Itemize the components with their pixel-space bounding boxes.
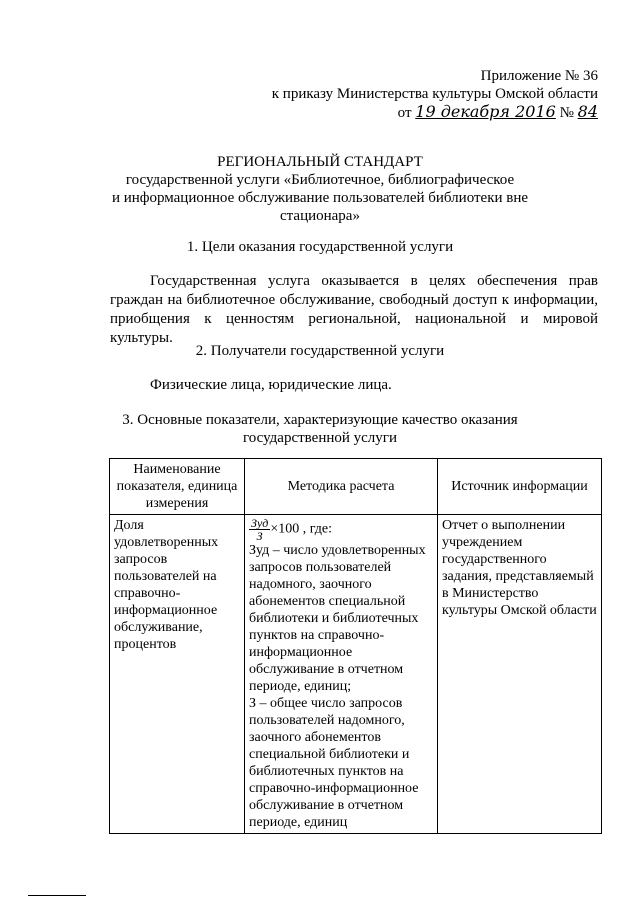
appendix-order-ref: к приказу Министерства культуры Омской области: [271, 86, 598, 102]
header-method: Методика расчета: [245, 459, 438, 515]
section-1-heading: 1. Цели оказания государственной услуги: [186, 239, 454, 255]
indicators-table: [109, 458, 602, 834]
document-title: [0, 153, 640, 225]
section-3-heading: [0, 411, 640, 447]
formula-fraction: [249, 517, 270, 542]
method-definition-2: З – общее число запросов пользователей надомного, заочного абонементов специальной библиотеки и библиотечных пунктов на справочно-информационное обслуживание в отчетном периоде, единиц: [249, 696, 419, 830]
title-line-3: стационара»: [280, 208, 360, 224]
section-1-text: Государственная услуга оказывается в целях обеспечения прав граждан на библиотечное обслуживание, свободный доступ к информации, приобщения к ценностям региональной, национальной и мировой культуры.: [110, 273, 598, 346]
formula-tail: ×100 , где:: [270, 521, 332, 537]
appendix-date-line: [272, 103, 598, 122]
title-line-2: и информационное обслуживание пользователей библиотеки вне: [111, 190, 529, 206]
section-3-heading-line-2: государственной услуги: [243, 430, 397, 446]
section-3-heading-line-1: 3. Основные показатели, характеризующие качество оказания: [122, 412, 518, 428]
header-source: Источник информации: [438, 459, 602, 515]
formula-denominator: З: [256, 529, 263, 543]
from-label: от: [397, 105, 412, 121]
header-indicator: Наименование показателя, единица измерения: [110, 459, 245, 515]
table-header-row: [110, 459, 602, 515]
table-row: [110, 515, 602, 834]
appendix-block: [272, 67, 598, 122]
number-label: №: [559, 105, 574, 121]
method-cell: [245, 515, 438, 834]
handwritten-date: 19 декабря 2016: [415, 102, 556, 121]
footnote-divider: [28, 895, 86, 896]
source-cell: Отчет о выполнении учреждением государственного задания, представляемый в Министерство культуры Омской области: [438, 515, 602, 834]
appendix-number: Приложение № 36: [480, 68, 598, 84]
handwritten-number: 84: [577, 102, 598, 121]
title-line-1: государственной услуги «Библиотечное, библиографическое: [125, 172, 515, 188]
title-heading: РЕГИОНАЛЬНЫЙ СТАНДАРТ: [217, 154, 423, 170]
section-2-heading: 2. Получатели государственной услуги: [195, 343, 445, 359]
section-2-text: Физические лица, юридические лица.: [150, 377, 392, 393]
formula-numerator: Зуд: [251, 516, 269, 530]
method-definition-1: Зуд – число удовлетворенных запросов пользователей надомного, заочного абонементов специальной библиотеки и библиотечных пунктов на справочно-информационное обслуживание в отчетном периоде, единиц;: [249, 543, 426, 694]
indicator-cell: Доля удовлетворенных запросов пользователей на справочно-информационное обслуживание, процентов: [110, 515, 245, 834]
